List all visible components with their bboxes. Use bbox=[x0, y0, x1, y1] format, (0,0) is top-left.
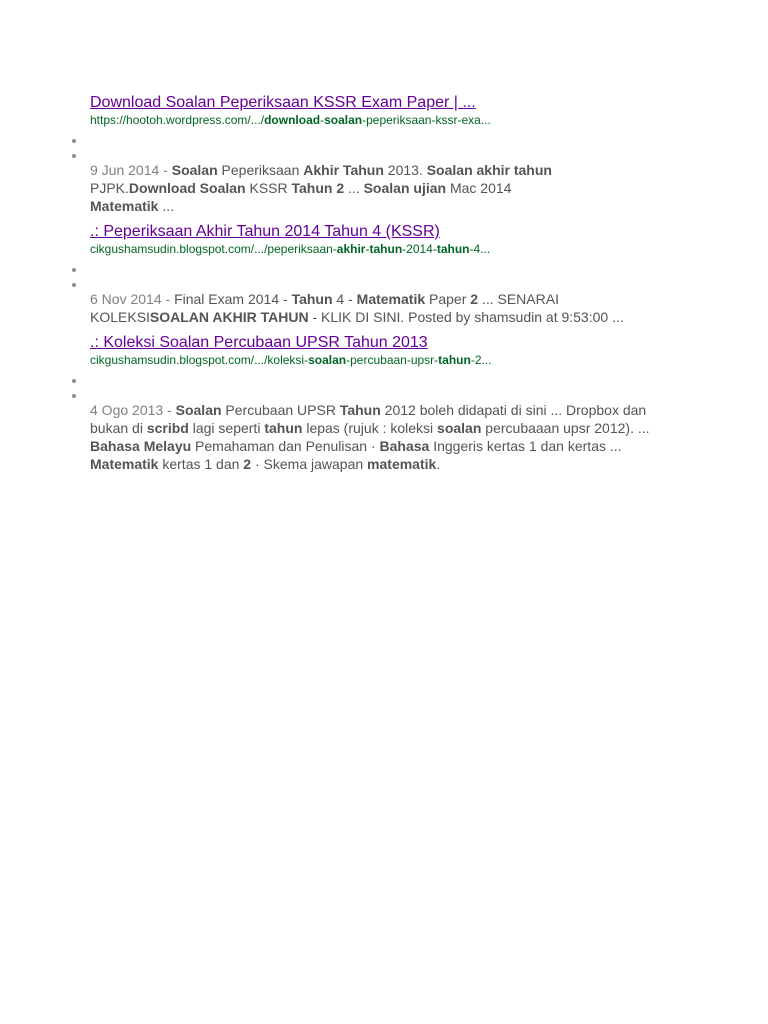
bullet-dot bbox=[72, 154, 76, 158]
snippet-segment: 2 bbox=[243, 456, 252, 472]
url-segment: https://hootoh.wordpress.com/.../ bbox=[90, 113, 265, 127]
url-segment: soalan bbox=[308, 353, 347, 367]
result-snippet bbox=[90, 401, 680, 473]
snippet-segment: Matematik bbox=[90, 456, 159, 472]
url-segment: akhir bbox=[336, 242, 366, 256]
snippet-segment: lepas (rujuk : koleksi bbox=[302, 420, 438, 436]
snippet-segment: SOALAN AKHIR TAHUN bbox=[149, 309, 309, 325]
snippet-segment: Pemahaman dan Penulisan · bbox=[191, 438, 380, 454]
snippet-date: 9 Jun 2014 - bbox=[90, 162, 172, 178]
snippet-segment: ... SENARAI KOLEKSI bbox=[90, 291, 559, 325]
snippet-segment: tahun bbox=[264, 420, 303, 436]
snippet-segment: percubaaan upsr 2012). ... bbox=[481, 420, 650, 436]
search-result bbox=[90, 333, 690, 473]
snippet-segment: Matematik bbox=[356, 291, 426, 307]
snippet-segment: 2 bbox=[470, 291, 479, 307]
snippet-segment: Inggeris kertas 1 dan kertas ... bbox=[429, 438, 622, 454]
result-snippet bbox=[90, 290, 680, 326]
snippet-segment: Soalan bbox=[171, 162, 218, 178]
bullet-list bbox=[90, 256, 690, 288]
snippet-date: 6 Nov 2014 - bbox=[90, 291, 175, 307]
snippet-segment: soalan bbox=[437, 420, 482, 436]
search-result bbox=[90, 93, 690, 215]
url-segment: -peperiksaan-kssr-exa... bbox=[362, 113, 491, 127]
snippet-segment: Download Soalan bbox=[128, 180, 246, 196]
url-segment: tahun bbox=[438, 353, 471, 367]
snippet-segment: 4 - bbox=[332, 291, 357, 307]
snippet-date: 4 Ogo 2013 - bbox=[90, 402, 176, 418]
url-segment: -4... bbox=[469, 242, 491, 256]
snippet-segment: Final Exam 2014 - bbox=[174, 291, 292, 307]
bullet-dot bbox=[72, 379, 76, 383]
result-title-link[interactable]: Download Soalan Peperiksaan KSSR Exam Paper | ... bbox=[90, 94, 476, 111]
snippet-segment: scribd bbox=[146, 420, 189, 436]
snippet-segment: matematik bbox=[367, 456, 437, 472]
snippet-segment: 2012 boleh didapati di sini ... Dropbox dan bukan di bbox=[90, 402, 647, 436]
snippet-segment: lagi seperti bbox=[188, 420, 265, 436]
snippet-segment: PJPK. bbox=[90, 180, 129, 196]
snippet-segment: Matematik bbox=[90, 198, 159, 214]
bullet-dot bbox=[72, 394, 76, 398]
url-segment: soalan bbox=[324, 113, 363, 127]
snippet-segment: Percubaan UPSR bbox=[221, 402, 340, 418]
snippet-segment: Tahun bbox=[339, 402, 381, 418]
bullet-dot bbox=[72, 268, 76, 272]
snippet-segment: Paper bbox=[425, 291, 471, 307]
bullet-list bbox=[90, 127, 690, 159]
search-result bbox=[90, 222, 690, 326]
snippet-segment: Bahasa bbox=[379, 438, 430, 454]
snippet-segment: · Skema jawapan bbox=[251, 456, 368, 472]
snippet-segment: - KLIK DI SINI. Posted by shamsudin at 9:53:00 ... bbox=[308, 309, 624, 325]
result-title-link[interactable]: .: Koleksi Soalan Percubaan UPSR Tahun 2013 bbox=[90, 334, 428, 351]
url-segment: tahun bbox=[436, 242, 470, 256]
result-url[interactable] bbox=[90, 242, 690, 256]
url-segment: cikgushamsudin.blogspot.com/.../peperiksaan- bbox=[90, 242, 337, 256]
bullet-list bbox=[90, 367, 690, 399]
snippet-segment: Tahun 2 bbox=[291, 180, 345, 196]
snippet-segment: . bbox=[436, 456, 441, 472]
result-url[interactable] bbox=[90, 113, 690, 127]
snippet-segment: Tahun bbox=[291, 291, 333, 307]
url-segment: -percubaan-upsr- bbox=[346, 353, 439, 367]
bullet-dot bbox=[72, 139, 76, 143]
snippet-segment: ... bbox=[158, 198, 175, 214]
snippet-segment: Akhir Tahun bbox=[303, 162, 384, 178]
url-segment: cikgushamsudin.blogspot.com/.../koleksi- bbox=[90, 353, 309, 367]
snippet-segment: Soalan ujian bbox=[363, 180, 447, 196]
url-segment: -2... bbox=[470, 353, 492, 367]
result-title-link[interactable]: .: Peperiksaan Akhir Tahun 2014 Tahun 4 (KSSR) bbox=[90, 223, 440, 240]
snippet-segment: Soalan akhir tahun bbox=[426, 162, 552, 178]
snippet-segment: 2013. bbox=[383, 162, 427, 178]
url-segment: - bbox=[320, 113, 325, 127]
snippet-segment: ... bbox=[344, 180, 364, 196]
url-segment: - bbox=[365, 242, 370, 256]
url-segment: download bbox=[264, 113, 321, 127]
snippet-segment: kertas 1 dan bbox=[158, 456, 244, 472]
bullet-dot bbox=[72, 283, 76, 287]
result-url[interactable] bbox=[90, 353, 690, 367]
search-results bbox=[90, 93, 690, 473]
result-snippet bbox=[90, 161, 560, 215]
snippet-segment: Bahasa Melayu bbox=[90, 438, 192, 454]
snippet-segment: Soalan bbox=[175, 402, 222, 418]
snippet-segment: Peperiksaan bbox=[217, 162, 304, 178]
snippet-segment: Mac 2014 bbox=[446, 180, 512, 196]
snippet-segment: KSSR bbox=[245, 180, 292, 196]
url-segment: tahun bbox=[369, 242, 403, 256]
url-segment: -2014- bbox=[402, 242, 437, 256]
